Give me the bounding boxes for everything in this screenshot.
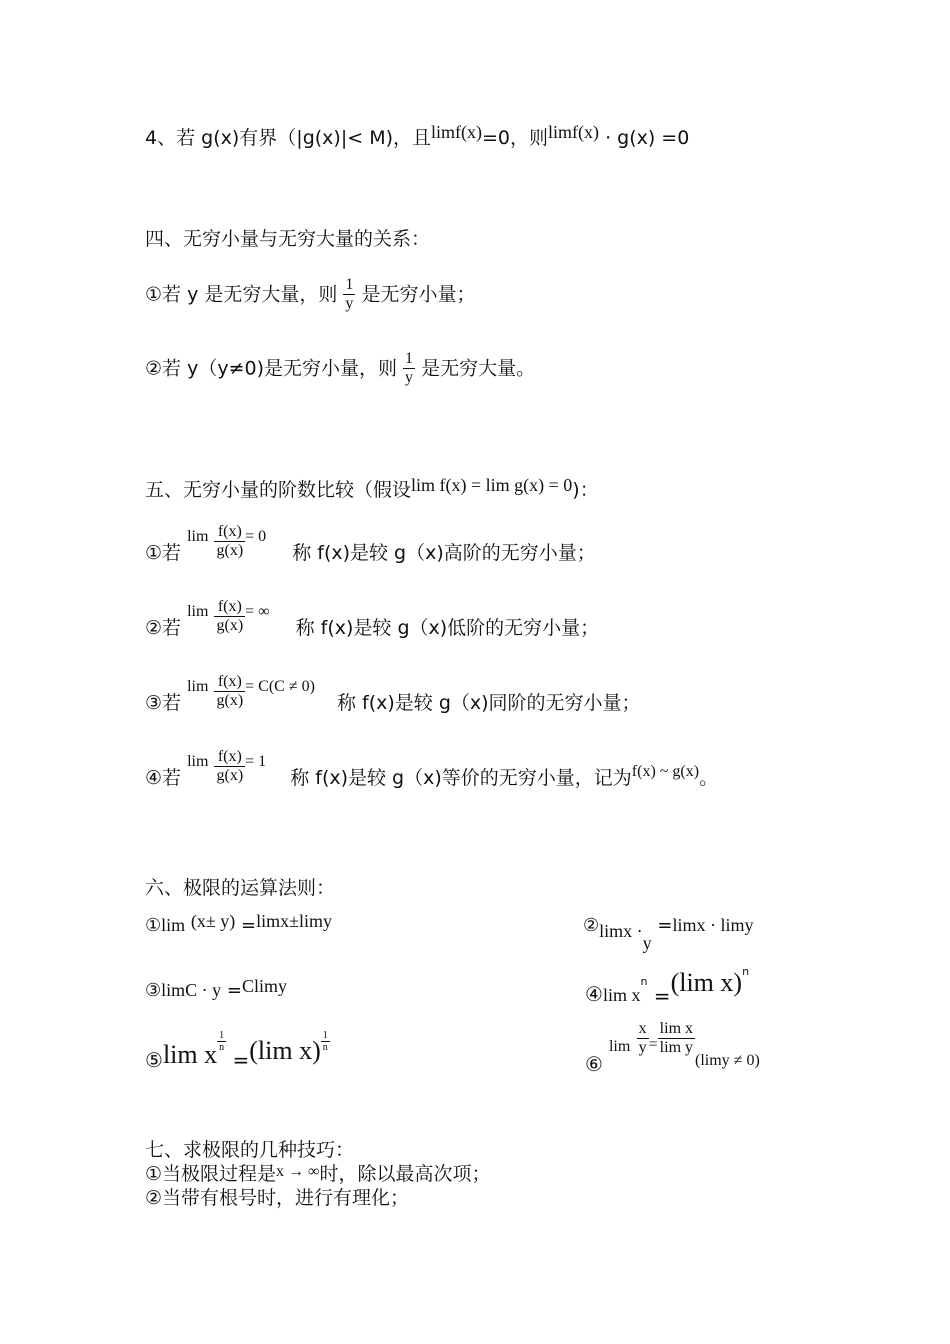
item4-text1: 有界（ — [239, 127, 297, 149]
sec6-rule3 — [145, 976, 287, 1001]
sec5-item3 — [145, 673, 641, 714]
sec4-row2-pre: ②若 y（y≠0)是无穷小量，则 — [145, 357, 397, 380]
item4-lim1: limf(x) — [431, 122, 482, 142]
sec5-item4-text: 称 f(x)是较 g（x)等价的无穷小量，记为 — [290, 767, 632, 789]
sec5-item2-lim: lim — [187, 603, 209, 620]
sec6-rule5 — [145, 1030, 330, 1072]
frac-numerator: f(x) — [214, 598, 245, 617]
sec5-item2 — [145, 598, 600, 639]
sec6-rule4-sup: n — [640, 975, 648, 989]
sec6-rule6-frac2 — [658, 1020, 695, 1057]
sec5-item4-frac — [214, 748, 245, 785]
sec5-item1-text: 称 f(x)是较 g（x)高阶的无穷小量； — [292, 542, 596, 564]
sec5-item3-rhs: = C(C ≠ 0) — [245, 678, 315, 695]
sec6-rule6-lim: lim — [608, 1038, 631, 1055]
frac-numerator: f(x) — [214, 673, 245, 692]
frac-denominator: g(x) — [216, 617, 244, 634]
sec4-row1-frac — [343, 276, 355, 313]
item4-number: 4、若 — [145, 127, 196, 149]
sec5-heading-end: )： — [572, 479, 599, 501]
sec5-item1-label: ①若 — [145, 542, 182, 564]
sec7-row1-post: 时，除以最高次项； — [319, 1163, 491, 1185]
frac-numerator: f(x) — [214, 748, 245, 767]
sec6-rule2-eq: = — [657, 915, 673, 936]
frac-numerator: 1 — [345, 276, 354, 293]
sec4-heading: 四、无穷小量与无穷大量的关系： — [145, 228, 431, 250]
sec6-rule3-lhs: limC · y — [161, 980, 222, 1000]
sec5-item1-lim: lim — [187, 528, 209, 545]
sec6-rule2 — [583, 915, 754, 953]
item4-eq0: =0，则 — [482, 127, 549, 149]
sec4-row1-post: 是无穷小量； — [361, 283, 476, 306]
sec7-row1 — [145, 1162, 490, 1188]
sec6-rule1-lim: lim — [161, 915, 186, 935]
sec5-heading: 五、无穷小量的阶数比较（假设 — [145, 479, 412, 501]
sec5-item3-lim: lim — [187, 678, 209, 695]
item4-lt: < M)，且 — [347, 127, 431, 149]
sec7-row1-pre: ①当极限过程是 — [145, 1163, 277, 1185]
sec6-rule2-label: ② — [583, 915, 600, 936]
frac-denominator: y — [638, 1039, 647, 1056]
item4-line — [145, 122, 690, 150]
sec5-item4-label: ④若 — [145, 767, 182, 789]
sec6-rule6-cond: (limy ≠ 0) — [695, 1052, 760, 1069]
sec5-item2-frac — [214, 598, 245, 635]
sec5-heading-line — [145, 475, 599, 502]
sec4-row1 — [145, 276, 475, 313]
frac-denominator: g(x) — [216, 692, 244, 709]
sec5-item2-rhs: = ∞ — [245, 603, 270, 620]
sec6-rule5-eq: = — [232, 1048, 250, 1072]
sec4-row2-frac — [403, 350, 415, 387]
sec6-rule4-lhs: lim x — [602, 985, 641, 1005]
sec6-rule3-eq: = — [226, 980, 242, 1001]
sec5-item4-rhs: = 1 — [245, 753, 267, 770]
frac-denominator: lim y — [659, 1039, 694, 1056]
sec6-rule4 — [585, 965, 750, 1008]
sec6-rule1-eq: = — [241, 915, 257, 936]
sec5-item3-label: ③若 — [145, 692, 182, 714]
sec6-rule1-expr: (x± y) — [190, 911, 236, 931]
sec7-row2: ②当带有根号时，进行有理化； — [145, 1187, 410, 1209]
frac-denominator: g(x) — [216, 767, 244, 784]
frac-denominator: y — [345, 295, 354, 312]
sec5-item1-frac — [214, 523, 245, 560]
sec6-rule5-rhs: (lim x) — [249, 1036, 321, 1065]
frac-denominator: g(x) — [216, 542, 244, 559]
sec5-item3-frac — [214, 673, 245, 710]
frac-numerator: x — [638, 1020, 647, 1037]
sec6-rule5-exp — [217, 1030, 226, 1053]
sec4-row2 — [145, 350, 535, 387]
sec5-item4-lim: lim — [187, 753, 209, 770]
sec5-item1-rhs: = 0 — [245, 528, 267, 545]
frac-numerator: 1 — [219, 1030, 225, 1041]
sec6-rule4-rhs: (lim x) — [670, 968, 743, 997]
sec6-rule2-y: y — [642, 933, 652, 953]
frac-denominator: n — [219, 1042, 225, 1053]
item4-abs: |g(x)| — [296, 127, 348, 149]
sec7-row1-math: x → ∞ — [276, 1163, 320, 1180]
sec6-rule1-rhs: limx±limy — [256, 911, 332, 931]
sec6-rule2-rhs: limx · limy — [672, 915, 754, 935]
sec5-item2-label: ②若 — [145, 617, 182, 639]
sec7-heading: 七、求极限的几种技巧： — [145, 1139, 355, 1161]
item4-dot: · g(x) =0 — [605, 127, 690, 149]
sec6-rule4-eq: = — [653, 984, 671, 1008]
sec6-rule3-rhs: Climy — [241, 976, 287, 996]
sec6-rule5-rexp — [321, 1030, 330, 1053]
sec6-rule5-lhs: lim x — [162, 1040, 218, 1069]
sec5-item4 — [145, 748, 719, 789]
sec6-rule4-label: ④ — [585, 982, 603, 1006]
sec6-rule3-label: ③ — [145, 980, 162, 1001]
frac-denominator: y — [405, 369, 414, 386]
frac-numerator: 1 — [322, 1030, 328, 1041]
sec5-item4-tail: f(x) ~ g(x) — [631, 763, 700, 780]
sec6-rule1-label: ① — [145, 915, 162, 936]
frac-denominator: n — [322, 1042, 328, 1053]
sec6-rule2-lhs: limx · — [599, 921, 643, 941]
sec4-row2-post: 是无穷大量。 — [421, 357, 536, 380]
sec5-item2-text: 称 f(x)是较 g（x)低阶的无穷小量； — [295, 617, 600, 639]
sec5-assumption: lim f(x) = lim g(x) = 0 — [411, 475, 573, 495]
sec6-rule6-eq: = — [648, 1036, 658, 1053]
item4-g: g(x) — [201, 127, 240, 149]
sec6-rule5-label: ⑤ — [145, 1048, 163, 1072]
item4-lim2: limf(x) — [548, 122, 600, 142]
sec6-rule1 — [145, 911, 332, 936]
sec5-item4-end: 。 — [699, 767, 719, 789]
sec6-rule4-rsup: n — [742, 965, 750, 979]
sec5-item1 — [145, 523, 596, 564]
sec6-heading: 六、极限的运算法则： — [145, 877, 336, 899]
sec4-row1-pre: ①若 y 是无穷大量，则 — [145, 283, 338, 306]
frac-numerator: f(x) — [214, 523, 245, 542]
sec6-rule6-frac1 — [637, 1020, 649, 1057]
frac-numerator: 1 — [405, 350, 414, 367]
sec5-item3-text: 称 f(x)是较 g（x)同阶的无穷小量； — [337, 692, 641, 714]
sec6-rule6-label: ⑥ — [585, 1052, 603, 1076]
frac-numerator: lim x — [659, 1020, 694, 1037]
